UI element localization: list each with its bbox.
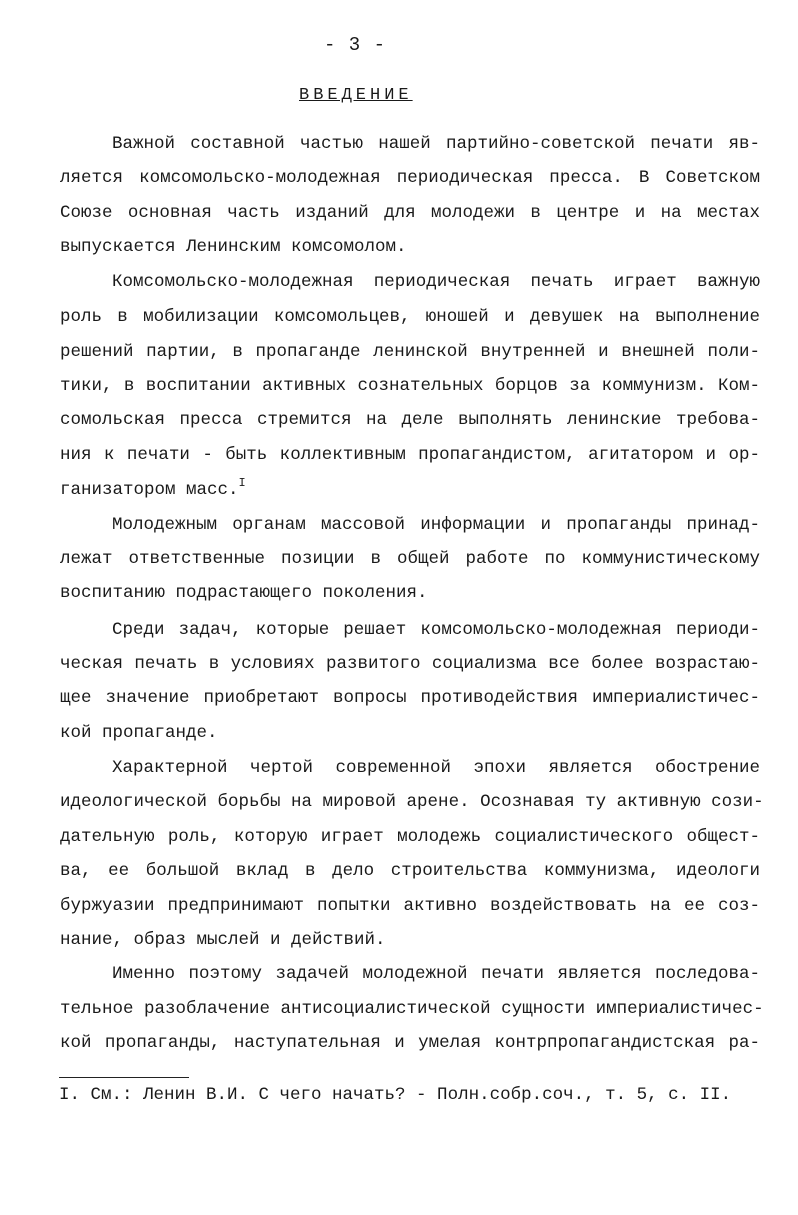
text-line: Комсомольско-молодежная периодическая печать играет важную [112,272,760,292]
text-line: лежат ответственные позиции в общей работе по коммунистическому [60,549,760,569]
text-line: дательную роль, которую играет молодежь социалистического общест- [60,827,760,847]
text-line: нание, образ мыслей и действий. [60,930,386,950]
footnote-divider [59,1077,189,1078]
text-line: выпускается Ленинским комсомолом. [60,237,407,257]
text-line: воспитанию подрастающего поколения. [60,583,428,603]
text-line: ва, ее большой вклад в дело строительства коммунизма, идеологи [60,861,760,881]
text-line: буржуазии предпринимают попытки активно воздействовать на ее соз- [60,896,760,916]
text-line [60,476,760,502]
text-line: ния к печати - быть коллективным пропагандистом, агитатором и ор- [60,445,760,465]
text-line: Молодежным органам массовой информации и пропаганды принад- [112,515,760,535]
text-line: идеологической борьбы на мировой арене. Осознавая ту активную сози- [60,792,764,812]
text-line: ляется комсомольско-молодежная периодическая пресса. В Советском [60,168,760,188]
text-line: Именно поэтому задачей молодежной печати является последова- [112,964,760,984]
text-line: роль в мобилизации комсомольцев, юношей и девушек на выполнение [60,307,760,327]
footnote: I. См.: Ленин В.И. С чего начать? - Полн.собр.соч., т. 5, с. II. [59,1085,732,1105]
text-line-content: ганизатором масс. [60,480,239,500]
page-number: - 3 - [323,34,386,56]
text-line: щее значение приобретают вопросы противодействия империалистичес- [60,688,760,708]
text-line: Важной составной частью нашей партийно-советской печати яв- [112,134,760,154]
section-heading: ВВЕДЕНИЕ [299,86,413,105]
text-line: тики, в воспитании активных сознательных борцов за коммунизм. Ком- [60,376,760,396]
text-line: кой пропаганде. [60,723,218,743]
text-line: Среди задач, которые решает комсомольско-молодежная периоди- [112,620,760,640]
footnote-mark: I [238,476,246,490]
text-line: сомольская пресса стремится на деле выполнять ленинские требова- [60,410,760,430]
text-line: ческая печать в условиях развитого социализма все более возрастаю- [60,654,760,674]
text-line: решений партии, в пропаганде ленинской внутренней и внешней поли- [60,342,760,362]
text-line: кой пропаганды, наступательная и умелая контрпропагандистская ра- [60,1033,760,1053]
text-line: Характерной чертой современной эпохи является обострение [112,758,760,778]
text-line: Союзе основная часть изданий для молодежи в центре и на местах [60,203,760,223]
text-line: тельное разоблачение антисоциалистической сущности империалистичес- [60,999,764,1019]
